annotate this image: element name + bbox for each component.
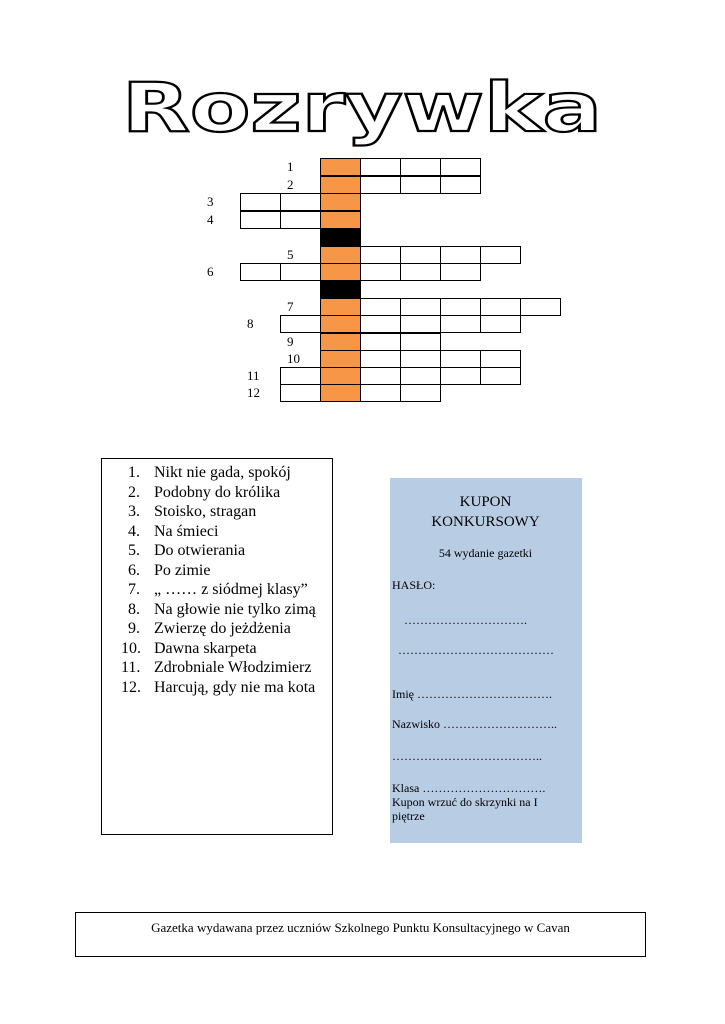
clue-item	[108, 678, 324, 698]
crossword-row-number: 8	[247, 316, 254, 331]
crossword-cell[interactable]	[360, 246, 401, 264]
coupon-imie-field: Imię …………………………….	[392, 687, 552, 701]
crossword-key-cell[interactable]	[320, 315, 361, 333]
footer-note: Gazetka wydawana przez uczniów Szkolnego Punktu Konsultacyjnego w Cavan	[75, 912, 646, 957]
clue-number: 7.	[128, 581, 140, 598]
clue-number: 5.	[128, 542, 140, 559]
crossword-row-number: 11	[247, 368, 260, 383]
coupon-haslo-label: HASŁO:	[392, 578, 436, 592]
clue-item	[108, 600, 324, 620]
crossword-cell[interactable]	[400, 315, 441, 333]
clue-item	[108, 522, 324, 542]
crossword-cell[interactable]	[440, 367, 481, 385]
svg-text:Rozrywka: Rozrywka	[122, 72, 602, 148]
crossword-cell[interactable]	[360, 350, 401, 368]
crossword-cell[interactable]	[360, 315, 401, 333]
crossword-row-number: 4	[207, 212, 214, 227]
coupon-instruction: Kupon wrzuć do skrzynki na I piętrze	[392, 795, 538, 823]
crossword-cell[interactable]	[280, 315, 321, 333]
coupon-haslo-line1: ………………………….	[404, 613, 527, 627]
crossword-cell[interactable]	[360, 158, 401, 176]
crossword-cell[interactable]	[480, 350, 521, 368]
crossword-cell[interactable]	[400, 263, 441, 281]
crossword-key-cell[interactable]	[320, 211, 361, 229]
crossword-cell[interactable]	[360, 384, 401, 402]
coupon-haslo-line2: …………………………………	[398, 643, 554, 657]
crossword-key-cell[interactable]	[320, 246, 361, 264]
clue-text: Zwierzę do jeżdżenia	[154, 620, 291, 637]
crossword-cell[interactable]	[480, 246, 521, 264]
clue-text: Zdrobniale Włodzimierz	[154, 659, 312, 676]
clue-text: Podobny do królika	[154, 483, 281, 501]
crossword-cell[interactable]	[440, 298, 481, 316]
crossword-cell[interactable]	[360, 367, 401, 385]
clue-text: Harcują, gdy nie ma kota	[154, 678, 316, 696]
crossword-cell[interactable]	[480, 298, 521, 316]
crossword-cell[interactable]	[280, 193, 321, 211]
clue-number: 4.	[128, 522, 140, 540]
clue-item	[108, 658, 324, 678]
clue-text: Po zimie	[154, 561, 211, 579]
crossword-row-number: 9	[287, 334, 294, 349]
crossword-cell[interactable]	[440, 176, 481, 194]
coupon-title-line1: KUPON	[459, 494, 512, 510]
crossword-cell[interactable]	[280, 367, 321, 385]
coupon-nazwisko-field: Nazwisko ………………………..	[392, 717, 557, 731]
crossword-cell[interactable]	[400, 158, 441, 176]
crossword-row-number: 12	[247, 385, 260, 400]
crossword-cell[interactable]	[280, 263, 321, 281]
crossword-cell[interactable]	[240, 263, 281, 281]
clue-text: Do otwierania	[154, 542, 246, 559]
clues-box	[101, 458, 333, 835]
crossword-grid	[0, 0, 725, 420]
clue-item	[108, 639, 324, 659]
crossword-cell[interactable]	[400, 367, 441, 385]
clue-number: 1.	[128, 464, 140, 481]
crossword-cell[interactable]	[360, 263, 401, 281]
clue-item	[108, 483, 324, 503]
coupon-blank-line: ………………………………..	[392, 749, 542, 763]
crossword-row-number: 7	[287, 299, 294, 314]
crossword-cell[interactable]	[440, 246, 481, 264]
clue-number: 10.	[121, 639, 141, 657]
clue-number: 2.	[128, 483, 140, 501]
crossword-key-cell[interactable]	[320, 367, 361, 385]
clue-text: Dawna skarpeta	[154, 639, 257, 657]
crossword-cell[interactable]	[280, 384, 321, 402]
clue-item	[108, 463, 324, 483]
crossword-key-cell[interactable]	[320, 333, 361, 351]
crossword-cell[interactable]	[480, 367, 521, 385]
crossword-row-number: 5	[287, 247, 294, 262]
clue-number: 9.	[128, 620, 140, 637]
crossword-row-number: 1	[287, 159, 294, 174]
crossword-black-cell	[320, 281, 361, 299]
crossword-cell[interactable]	[400, 333, 441, 351]
crossword-row-number: 2	[287, 177, 294, 192]
crossword-row-number: 3	[207, 194, 214, 209]
crossword-key-cell[interactable]	[320, 193, 361, 211]
crossword-key-cell[interactable]	[320, 384, 361, 402]
crossword-cell[interactable]	[400, 246, 441, 264]
clue-text: Stoisko, stragan	[154, 503, 257, 520]
clue-number: 6.	[128, 561, 140, 579]
clue-number: 8.	[128, 600, 140, 618]
crossword-cell[interactable]	[240, 193, 281, 211]
clue-text: Na głowie nie tylko zimą	[154, 600, 316, 618]
crossword-cell[interactable]	[480, 315, 521, 333]
crossword-cell[interactable]	[400, 350, 441, 368]
crossword-cell[interactable]	[440, 350, 481, 368]
crossword-key-cell[interactable]	[320, 350, 361, 368]
coupon-title-line2: KONKURSOWY	[431, 514, 540, 530]
coupon-edition: 54 wydanie gazetki	[438, 546, 533, 560]
crossword-cell[interactable]	[240, 211, 281, 229]
clue-item	[108, 580, 324, 600]
clue-item	[108, 619, 324, 639]
crossword-cell[interactable]	[440, 158, 481, 176]
crossword-row-number: 6	[207, 264, 214, 279]
crossword-black-cell	[320, 229, 361, 247]
coupon-klasa-field: Klasa ………………………….	[392, 781, 546, 795]
crossword-cell[interactable]	[360, 298, 401, 316]
crossword-cell[interactable]	[400, 298, 441, 316]
contest-coupon	[390, 478, 582, 843]
crossword-cell[interactable]	[360, 333, 401, 351]
crossword-cell[interactable]	[440, 263, 481, 281]
clue-number: 12.	[121, 678, 141, 696]
crossword-cell[interactable]	[520, 298, 561, 316]
clue-item	[108, 561, 324, 581]
crossword-cell[interactable]	[400, 384, 441, 402]
crossword-key-cell[interactable]	[320, 176, 361, 194]
clue-text: „ …… z siódmej klasy”	[154, 581, 308, 598]
crossword-row-number: 10	[287, 351, 300, 366]
crossword-cell[interactable]	[440, 315, 481, 333]
clue-text: Na śmieci	[154, 522, 219, 540]
clue-item	[108, 541, 324, 561]
clue-text: Nikt nie gada, spokój	[154, 464, 291, 481]
crossword-cell[interactable]	[280, 211, 321, 229]
clue-item	[108, 502, 324, 522]
crossword-key-cell[interactable]	[320, 158, 361, 176]
crossword-cell[interactable]	[400, 176, 441, 194]
clue-list	[108, 463, 324, 697]
clue-number: 11.	[121, 659, 141, 676]
crossword-cell[interactable]	[360, 176, 401, 194]
crossword-key-cell[interactable]	[320, 298, 361, 316]
clue-number: 3.	[128, 503, 140, 520]
crossword-key-cell[interactable]	[320, 263, 361, 281]
